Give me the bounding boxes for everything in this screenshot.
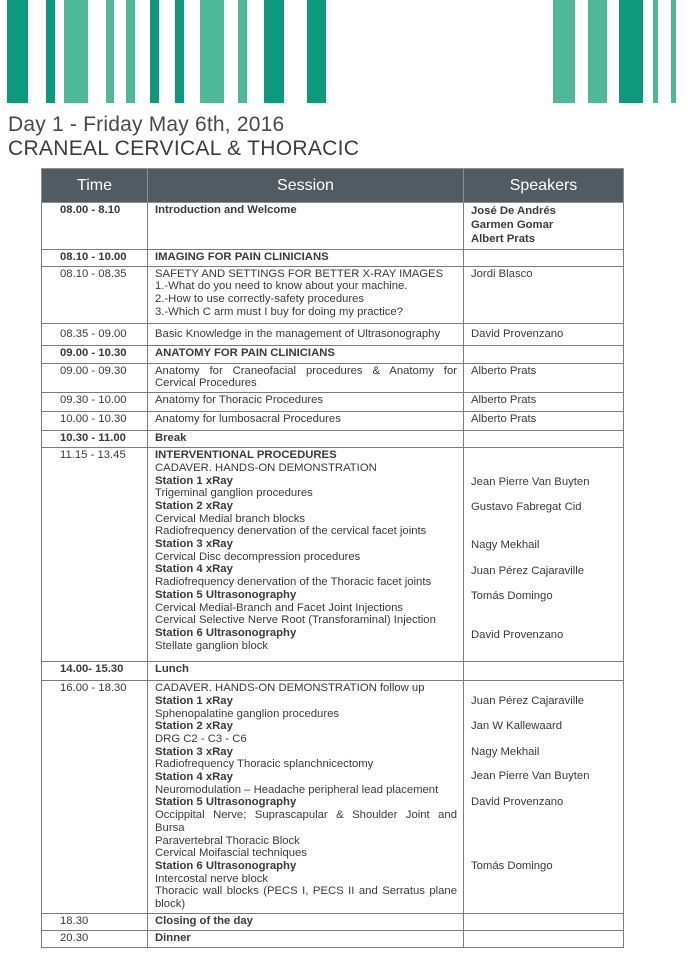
- row-session: [148, 345, 464, 363]
- table-row: [42, 266, 624, 323]
- row-speakers: [464, 393, 624, 412]
- session-line: Cervical Medial branch blocks: [155, 512, 306, 525]
- row-time: 20.30: [42, 930, 148, 947]
- session-line: Occippital Nerve; Suprascapular & Shoulder Joint and Bursa: [155, 809, 457, 834]
- session-line: Thoracic wall blocks (PECS I, PECS II and Serratus plane block): [155, 885, 457, 911]
- stripe: [671, 0, 676, 103]
- session-line: Station 2 xRay: [155, 499, 233, 512]
- row-speakers: [464, 681, 624, 914]
- row-speakers: [464, 448, 624, 662]
- header-stripes-left: [0, 0, 340, 103]
- row-time: 14.00- 15.30: [42, 662, 148, 681]
- session-line: INTERVENTIONAL PROCEDURES: [155, 449, 337, 462]
- speaker-name: Tomás Domingo: [471, 860, 553, 873]
- session-line: Cervical Selective Nerve Root (Transforaminal) Injection: [155, 614, 436, 627]
- session-line: Station 4 xRay: [155, 771, 233, 784]
- row-time: 09.30 - 10.00: [42, 393, 148, 412]
- table-header-row: [42, 169, 624, 203]
- row-session: [148, 448, 464, 662]
- stripe: [653, 0, 658, 103]
- session-line: Break: [155, 432, 187, 445]
- row-session: [148, 914, 464, 931]
- row-speakers: [464, 250, 624, 267]
- session-line: Station 1 xRay: [155, 694, 233, 707]
- row-time: 09.00 - 10.30: [42, 345, 148, 363]
- row-time: 18.30: [42, 914, 148, 931]
- speaker-name: Nagy Mekhail: [471, 746, 540, 759]
- speaker-name: David Provenzano: [471, 327, 564, 340]
- session-line: IMAGING FOR PAIN CLINICIANS: [155, 251, 329, 263]
- day-subtitle: CRANEAL CERVICAL & THORACIC: [8, 137, 360, 160]
- row-session: [148, 393, 464, 412]
- stripe: [200, 0, 224, 103]
- session-line: Neuromodulation – Headache peripheral lead placement: [155, 783, 439, 796]
- session-line: DRG C2 - C3 - C6: [155, 732, 247, 745]
- stripe: [7, 0, 28, 103]
- row-speakers: [464, 431, 624, 448]
- session-line: Station 3 xRay: [155, 745, 233, 758]
- table-row: [42, 203, 624, 250]
- session-line: Radiofrequency denervation of the cervical facet joints: [155, 525, 427, 538]
- row-time: 08.10 - 08.35: [42, 266, 148, 323]
- table-row: [42, 662, 624, 681]
- table-row: [42, 448, 624, 662]
- row-session: [148, 323, 464, 345]
- session-line: Station 5 Ultrasonography: [155, 796, 297, 809]
- session-line: CADAVER. HANDS-ON DEMONSTRATION: [155, 461, 377, 474]
- row-speakers: [464, 930, 624, 947]
- stripe: [588, 0, 607, 103]
- row-speakers: [464, 662, 624, 681]
- session-line: ANATOMY FOR PAIN CLINICIANS: [155, 346, 335, 359]
- session-line: Anatomy for Thoracic Procedures: [155, 394, 324, 407]
- speaker-name: Albert Prats: [471, 233, 536, 245]
- row-session: [148, 412, 464, 431]
- table-row: [42, 431, 624, 448]
- row-session: [148, 266, 464, 323]
- session-line: Intercostal nerve block: [155, 872, 269, 885]
- session-line: Station 6 Ultrasonography: [155, 626, 297, 639]
- stripe: [126, 0, 135, 103]
- speaker-name: Alberto Prats: [471, 394, 537, 407]
- session-line: Radiofrequency Thoracic splanchnicectomy: [155, 758, 374, 771]
- row-time: 08.35 - 09.00: [42, 323, 148, 345]
- row-time: 08.10 - 10.00: [42, 250, 148, 267]
- session-line: Anatomy for lumbosacral Procedures: [155, 413, 341, 426]
- table-row: [42, 250, 624, 267]
- header-time: Time: [42, 169, 148, 203]
- stripe: [64, 0, 88, 103]
- row-session: [148, 250, 464, 267]
- row-time: 09.00 - 09.30: [42, 363, 148, 392]
- row-speakers: [464, 914, 624, 931]
- row-speakers: [464, 345, 624, 363]
- session-line: CADAVER. HANDS-ON DEMONSTRATION follow up: [155, 682, 425, 695]
- session-line: Station 5 Ultrasonography: [155, 588, 297, 601]
- row-session: [148, 203, 464, 250]
- session-line: Closing of the day: [155, 915, 253, 928]
- table-row: [42, 323, 624, 345]
- stripe: [264, 0, 284, 103]
- header-speakers: Speakers: [464, 169, 624, 203]
- session-line: Dinner: [155, 931, 191, 944]
- session-line: Station 1 xRay: [155, 474, 233, 487]
- row-speakers: [464, 363, 624, 392]
- stripe: [106, 0, 114, 103]
- speaker-name: David Provenzano: [471, 629, 564, 642]
- header-stripes-right: [540, 0, 700, 103]
- table-row: [42, 363, 624, 392]
- day-title: Day 1 - Friday May 6th, 2016: [8, 113, 285, 136]
- row-session: [148, 431, 464, 448]
- table-row: [42, 930, 624, 947]
- row-speakers: [464, 412, 624, 431]
- row-session: [148, 662, 464, 681]
- speaker-name: Nagy Mekhail: [471, 539, 540, 552]
- session-line: Anatomy for Craneofacial procedures & Anatomy for Cervical Procedures: [155, 364, 457, 390]
- row-time: 10.30 - 11.00: [42, 431, 148, 448]
- row-speakers: [464, 266, 624, 323]
- speaker-name: Alberto Prats: [471, 413, 537, 426]
- row-session: [148, 363, 464, 392]
- session-line: 1.-What do you need to know about your machine.: [155, 280, 408, 293]
- session-line: Introduction and Welcome: [155, 204, 297, 216]
- stripe: [175, 0, 184, 103]
- speaker-name: Jean Pierre Van Buyten: [471, 476, 590, 489]
- session-line: Cervical Disc decompression procedures: [155, 550, 361, 563]
- row-time: 10.00 - 10.30: [42, 412, 148, 431]
- session-line: Cervical Moifascial techniques: [155, 847, 307, 860]
- stripe: [307, 0, 326, 103]
- session-line: 3.-Which C arm must I buy for doing my practice?: [155, 305, 403, 318]
- session-line: Station 6 Ultrasonography: [155, 859, 297, 872]
- session-line: Station 3 xRay: [155, 538, 233, 551]
- table-row: [42, 412, 624, 431]
- session-line: SAFETY AND SETTINGS FOR BETTER X-RAY IMAGES: [155, 267, 444, 280]
- stripe: [238, 0, 247, 103]
- stripe: [619, 0, 643, 103]
- session-line: Stellate ganglion block: [155, 639, 269, 652]
- row-time: 11.15 - 13.45: [42, 448, 148, 662]
- row-time: 16.00 - 18.30: [42, 681, 148, 914]
- speaker-name: David Provenzano: [471, 796, 564, 809]
- speaker-name: Jan W Kallewaard: [471, 720, 563, 733]
- row-time: 08.00 - 8.10: [42, 203, 148, 250]
- speaker-name: José De Andrés: [471, 205, 556, 217]
- speaker-name: Juan Pérez Cajaraville: [471, 695, 585, 708]
- row-session: [148, 681, 464, 914]
- session-line: Lunch: [155, 663, 189, 676]
- schedule-table: [41, 168, 624, 948]
- session-line: Station 4 xRay: [155, 563, 233, 576]
- speaker-name: Juan Pérez Cajaraville: [471, 565, 585, 578]
- table-row: [42, 393, 624, 412]
- speaker-name: Gustavo Fabregat Cid: [471, 501, 582, 514]
- header-session: Session: [148, 169, 464, 203]
- table-row: [42, 681, 624, 914]
- speaker-name: Tomás Domingo: [471, 590, 553, 603]
- row-speakers: [464, 323, 624, 345]
- stripe: [150, 0, 159, 103]
- session-line: Radiofrequency denervation of the Thoracic facet joints: [155, 576, 432, 589]
- session-line: 2.-How to use correctly-safety procedures: [155, 293, 365, 306]
- table-row: [42, 914, 624, 931]
- stripe: [553, 0, 575, 103]
- session-line: Sphenopalatine ganglion procedures: [155, 707, 340, 720]
- session-line: Paravertebral Thoracic Block: [155, 834, 300, 847]
- speaker-name: Jordi Blasco: [471, 267, 533, 280]
- session-line: Station 2 xRay: [155, 720, 233, 733]
- session-line: Cervical Medial-Branch and Facet Joint Injections: [155, 601, 404, 614]
- session-line: Basic Knowledge in the management of Ultrasonography: [155, 327, 441, 340]
- table-row: [42, 345, 624, 363]
- stripe: [46, 0, 55, 103]
- session-line: Trigeminal ganglion procedures: [155, 487, 313, 500]
- speaker-name: Alberto Prats: [471, 364, 537, 377]
- speaker-name: Garmen Gomar: [471, 219, 554, 231]
- row-speakers: [464, 203, 624, 250]
- row-session: [148, 930, 464, 947]
- speaker-name: Jean Pierre Van Buyten: [471, 770, 590, 783]
